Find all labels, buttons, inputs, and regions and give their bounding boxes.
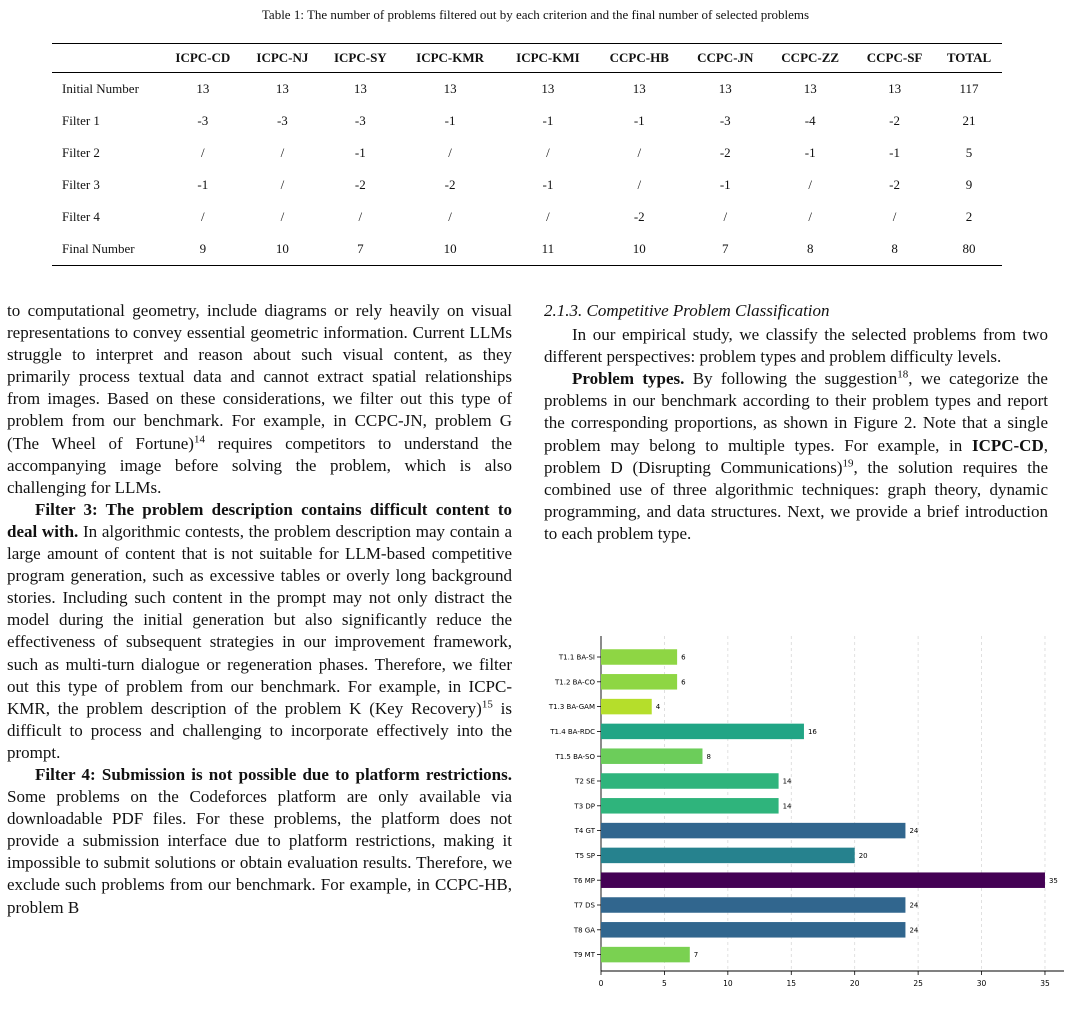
- x-tick-label: 20: [849, 979, 860, 988]
- paragraph-problem-types: [544, 368, 1048, 545]
- table-cell: /: [280, 209, 285, 224]
- table-cell: 13: [196, 81, 210, 96]
- category-label: T5 SP: [575, 852, 595, 860]
- table-cell: /: [201, 145, 205, 160]
- table-header-cell: ICPC-CD: [162, 44, 244, 73]
- table-cell: -2: [444, 177, 456, 192]
- table-header-cell: ICPC-KMR: [400, 44, 501, 73]
- table-cell: /: [808, 177, 812, 192]
- filter-4-title: Filter 4: Submission is not possible due to platform restrictions.: [35, 764, 512, 784]
- footnote-ref: 19: [842, 457, 854, 469]
- table-header-cell: ICPC-KMI: [501, 44, 596, 73]
- filter-table: [52, 43, 1002, 266]
- table-cell: 5: [965, 145, 973, 160]
- table-header-cell: TOTAL: [936, 44, 1002, 73]
- table-cell: /: [280, 177, 285, 192]
- table-cell: 11: [501, 233, 596, 266]
- right-column: [544, 300, 1048, 545]
- x-tick-label: 10: [723, 979, 733, 988]
- table-cell: 2: [965, 209, 973, 224]
- table-cell: -2: [889, 113, 900, 128]
- paragraph-text: , the solution requires the combined use of three algorithmic techniques: graph theory, dynamic programming, and data structures. Next, we provide a brief introduction to each problem type.: [544, 457, 1049, 543]
- value-label: 24: [909, 901, 919, 910]
- category-label: T8 GA: [573, 926, 595, 935]
- bar: [601, 798, 779, 814]
- table-cell: -1: [444, 113, 456, 128]
- table-cell: 80: [936, 233, 1002, 266]
- table-cell: 9: [162, 233, 244, 266]
- table-cell: -2: [633, 209, 645, 224]
- x-tick-label: 25: [913, 979, 923, 988]
- x-tick-label: 30: [976, 979, 987, 988]
- table-cell: -1: [354, 145, 366, 160]
- category-label: T1.3 BA-GAM: [548, 703, 595, 712]
- footnote-ref: 15: [481, 698, 493, 711]
- problem-type-bar-chart: [540, 628, 1065, 1008]
- value-label: 16: [807, 728, 817, 736]
- table-cell: 21: [962, 113, 976, 128]
- table-cell: /: [637, 177, 642, 192]
- table-header-cell: ICPC-SY: [321, 44, 399, 73]
- value-label: 6: [681, 653, 686, 662]
- table-body: [52, 73, 1002, 266]
- table-cell: /: [448, 145, 452, 160]
- table-cell: /: [280, 145, 285, 160]
- table-caption: Table 1: The number of problems filtered out by each criterion and the final number of selected problems: [261, 7, 810, 22]
- table-cell: -1: [197, 177, 209, 192]
- table-row: [52, 73, 1002, 106]
- category-label: T4 GT: [574, 827, 595, 836]
- table-cell: 13: [718, 81, 732, 96]
- value-label: 6: [681, 678, 686, 687]
- category-label: T9 MT: [573, 951, 595, 960]
- x-tick-label: 35: [1040, 979, 1050, 988]
- row-label: Filter 2: [62, 145, 100, 160]
- paragraph-text: By following the suggestion: [684, 369, 898, 389]
- bar: [601, 872, 1045, 888]
- table-cell: 13: [803, 81, 817, 96]
- table-cell: -3: [197, 113, 209, 128]
- table-cell: -1: [889, 145, 900, 160]
- paragraph-text: , problem D (Disrupting Communications): [544, 435, 1048, 477]
- footnote-ref: 18: [897, 368, 909, 381]
- table-cell: /: [546, 145, 550, 160]
- table-cell: 13: [888, 81, 902, 96]
- table-header-row: [52, 44, 1002, 73]
- table-cell: 117: [959, 81, 979, 96]
- table-cell: /: [358, 209, 363, 224]
- table-cell: -2: [889, 177, 900, 192]
- table-row: [52, 233, 1002, 266]
- paragraph-filter-3: [7, 499, 512, 764]
- category-label: T1.2 BA-CO: [555, 678, 595, 687]
- value-label: 35: [1048, 876, 1058, 885]
- value-label: 14: [782, 777, 792, 786]
- paragraph-filter-4: [7, 764, 512, 919]
- value-label: 20: [858, 852, 868, 860]
- bar: [601, 823, 905, 839]
- table-cell: -1: [804, 145, 816, 160]
- filter-3-title: Filter 3: The problem description contains difficult content to deal with.: [7, 499, 512, 541]
- value-label: 8: [706, 752, 711, 761]
- row-label: Filter 4: [62, 209, 100, 224]
- table-cell: 13: [443, 81, 457, 96]
- table-cell: 7: [321, 233, 399, 266]
- footnote-ref: 14: [193, 432, 205, 445]
- paragraph-geometry: [7, 300, 512, 499]
- table-cell: /: [637, 145, 642, 160]
- paragraph-text: , we categorize the problems in our benchmark according to their problem types and report the corresponding proportions, as shown in Figure 2. Note that a single problem may belong to multiple types. For example, in: [544, 369, 1048, 455]
- table-cell: -1: [633, 113, 645, 128]
- category-label: T1.5 BA-SO: [555, 752, 595, 761]
- table-cell: /: [546, 209, 550, 224]
- table-cell: -1: [542, 177, 554, 192]
- table-cell: 13: [353, 81, 367, 96]
- category-label: T1.1 BA-SI: [558, 653, 595, 662]
- x-tick-label: 15: [786, 979, 797, 988]
- paragraph-text: is difficult to process and challenging to incorporate effectively into the prompt.: [7, 698, 512, 762]
- row-label: Final Number: [52, 233, 162, 266]
- table-cell: 10: [244, 233, 321, 266]
- left-column: [7, 300, 512, 919]
- paragraph-text: Some problems on the Codeforces platform are only available via downloadable PDF files. For these problems, the platform does not provide a submission interface due to platform restrictions, making it impossible to submit solutions or obtain evaluation results. Therefore, we exclude such problems from our benchmark. For example, in CCPC-HB, problem B: [7, 787, 512, 917]
- value-label: 4: [655, 703, 661, 712]
- category-label: T7 DS: [574, 901, 595, 910]
- table-cell: -3: [719, 113, 731, 128]
- table-cell: 13: [275, 81, 289, 96]
- paragraph-text: In algorithmic contests, the problem description may contain a large amount of content that is not suitable for LLM-based competitive program generation, such as excessive tables or overly long background stories. Including such content in the prompt may not only distract the model during the initial generation but also significantly reduce the effectiveness of subsequent strategies in our improvement framework, such as multi-turn dialogue or regeneration phases. Therefore, we filter out this type of problem from our benchmark. For example, in ICPC-KMR, the problem description of the problem K (Key Recovery): [7, 521, 512, 718]
- table-cell: /: [448, 209, 452, 224]
- table-row: [52, 105, 1002, 137]
- bar: [601, 922, 905, 938]
- value-label: 24: [909, 926, 919, 935]
- table-header-cell: CCPC-SF: [853, 44, 936, 73]
- category-label: T2 SE: [575, 777, 595, 786]
- table-cell: -2: [354, 177, 366, 192]
- bar: [601, 674, 677, 690]
- bar: [601, 947, 690, 963]
- table-cell: 8: [767, 233, 853, 266]
- table-cell: 9: [965, 177, 973, 192]
- paragraph-text: requires competitors to understand the accompanying image before solving the problem, which is also challenging for LLMs.: [7, 433, 512, 497]
- x-tick-label: 0: [598, 979, 604, 988]
- category-label: T1.4 BA-RDC: [550, 728, 595, 736]
- bar: [601, 699, 652, 715]
- table-cell: -4: [804, 113, 816, 128]
- row-label: Filter 1: [62, 113, 100, 128]
- table-cell: 7: [683, 233, 767, 266]
- table-header-cell: ICPC-NJ: [244, 44, 321, 73]
- bar: [601, 897, 905, 913]
- table-cell: 10: [595, 233, 683, 266]
- table-row: [52, 169, 1002, 201]
- category-label: T3 DP: [574, 802, 595, 811]
- paragraph-text: to computational geometry, include diagrams or rely heavily on visual representations to convey essential geometric information. Current LLMs struggle to interpret and reason about such visual content, as they primarily process textual data and cannot extract spatial relationships from images. Based on these considerations, we filter out this type of problem from our benchmark. For example, in CCPC-JN, problem G (The Wheel of Fortune): [7, 301, 512, 453]
- problem-types-title: Problem types.: [572, 369, 685, 389]
- category-label: T6 MP: [573, 876, 595, 885]
- table-header-cell: CCPC-HB: [595, 44, 683, 73]
- table-cell: -1: [719, 177, 731, 192]
- bar: [601, 748, 702, 764]
- table-cell: 13: [541, 81, 555, 96]
- row-label: Initial Number: [62, 81, 139, 96]
- table-cell: /: [723, 209, 728, 224]
- bar: [601, 773, 779, 789]
- table-cell: 8: [853, 233, 936, 266]
- value-label: 7: [693, 951, 699, 960]
- table-header-cell: CCPC-JN: [683, 44, 767, 73]
- bar: [601, 724, 804, 740]
- row-label: Filter 3: [62, 177, 100, 192]
- value-label: 14: [782, 802, 792, 811]
- table-row: [52, 201, 1002, 233]
- table-row: [52, 137, 1002, 169]
- x-tick-label: 5: [662, 979, 667, 988]
- bar: [601, 649, 677, 665]
- table-cell: 13: [632, 81, 646, 96]
- paragraph-classification: In our empirical study, we classify the selected problems from two different perspectives: problem types and problem difficulty levels.: [544, 325, 1048, 367]
- table-header-corner: [52, 44, 162, 73]
- contest-name: ICPC-CD: [971, 435, 1044, 455]
- table-cell: /: [808, 209, 812, 224]
- table-cell: -3: [276, 113, 288, 128]
- bar: [601, 848, 855, 864]
- table-cell: 10: [400, 233, 501, 266]
- table-cell: /: [201, 209, 205, 224]
- table-cell: -3: [354, 113, 366, 128]
- table-cell: -2: [719, 145, 731, 160]
- table-cell: -1: [542, 113, 554, 128]
- subsection-heading: 2.1.3. Competitive Problem Classification: [544, 301, 830, 320]
- table-cell: /: [892, 209, 897, 224]
- value-label: 24: [909, 827, 919, 836]
- table-header-cell: CCPC-ZZ: [767, 44, 853, 73]
